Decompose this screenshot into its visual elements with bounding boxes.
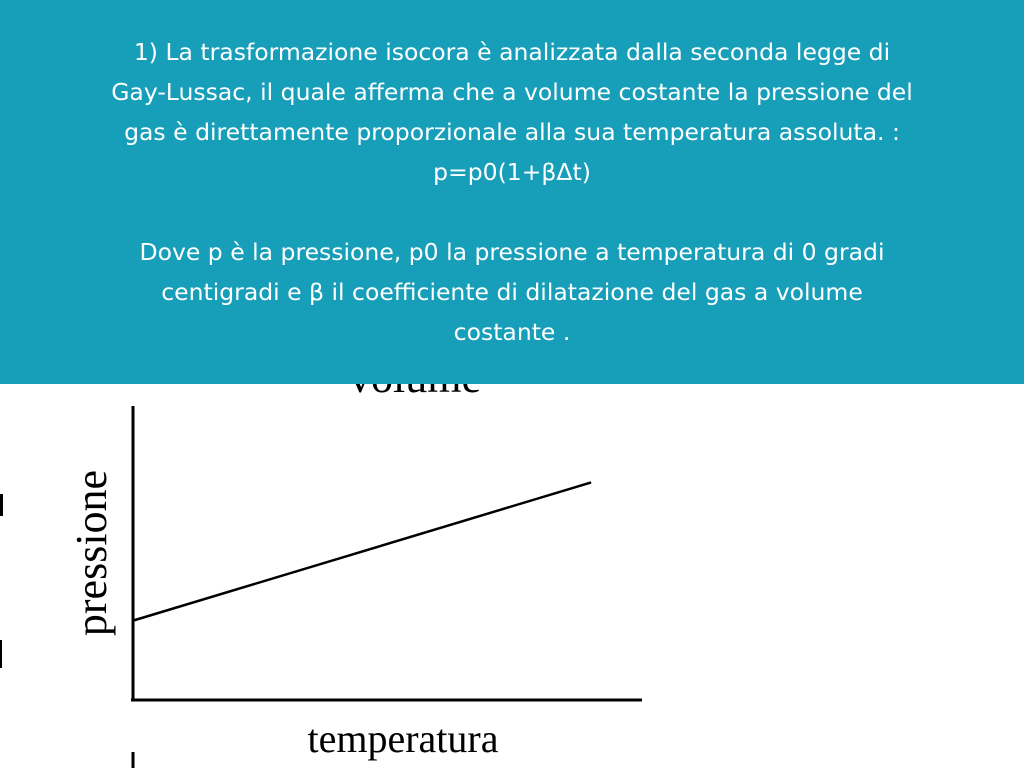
formula: p=p0(1+βΔt) — [433, 158, 591, 186]
x-axis-label: temperatura — [307, 716, 499, 761]
paragraph-2-line-1: Dove p è la pressione, p0 la pressione a temperatura di 0 gradi — [139, 238, 885, 266]
paragraph-1-line-1: 1) La trasformazione isocora è analizzata dalla seconda legge di — [133, 38, 891, 66]
y-axis-label: pressione — [67, 469, 116, 637]
left-edge-fragment-lower — [0, 640, 2, 668]
paragraph-1-line-2: Gay-Lussac, il quale afferma che a volume costante la pressione del — [111, 78, 913, 106]
paragraph-1-line-3: gas è direttamente proporzionale alla sua temperatura assoluta. : — [124, 118, 900, 146]
paragraph-2-line-3: costante . — [453, 318, 571, 346]
left-edge-fragment — [0, 494, 3, 516]
paragraph-2-line-2: centigradi e β il coefficiente di dilatazione del gas a volume — [161, 278, 863, 306]
paragraph-gap — [50, 192, 974, 232]
data-line — [133, 482, 591, 620]
